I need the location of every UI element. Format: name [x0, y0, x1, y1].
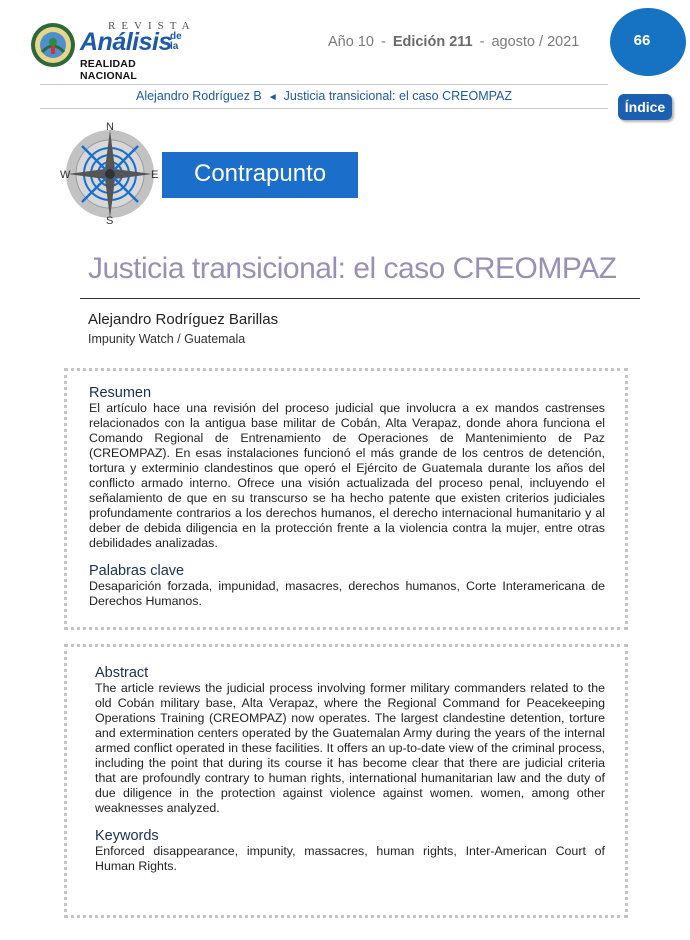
journal-logo: [30, 18, 196, 82]
palabras-clave-heading: Palabras clave: [89, 563, 185, 579]
article-affiliation: Impunity Watch / Guatemala: [88, 332, 246, 346]
page-number-badge: [610, 8, 686, 76]
abstract-heading: Abstract: [95, 665, 149, 681]
resumen-heading: Resumen: [89, 385, 152, 401]
breadcrumb-author: Alejandro Rodríguez B: [135, 89, 262, 103]
section-label: Contrapunto: [194, 160, 327, 187]
keywords-heading: Keywords: [95, 828, 159, 844]
arrow-left-icon: ◄: [267, 92, 278, 103]
logo-revista: REVISTA: [108, 20, 196, 32]
edition-issue: Edición 211: [392, 34, 473, 50]
logo-realidad-nacional: REALIDAD NACIONAL: [80, 58, 138, 82]
article-title: Justicia transicional: el caso CREOMPAZ: [88, 252, 617, 285]
compass-icon: [60, 118, 164, 226]
logo-analisis: Análisis: [80, 28, 172, 56]
edition-info: Año 10 - Edición 211 - agosto / 2021: [328, 34, 580, 50]
index-button[interactable]: Índice: [618, 94, 672, 120]
compass-n: N: [106, 121, 114, 133]
edition-year: Año 10: [328, 34, 374, 50]
page-number: 66: [633, 32, 651, 49]
title-divider: [80, 298, 640, 299]
resumen-text: El artículo hace una revisión del proceso judicial que involucra a ex mandos castrenses relacionados con la antigua base militar de Cobán, Alta Verapaz, donde ahora funciona el Comando Regional de Entrenamiento de Operaciones de Mantenimiento de Paz (CREOMPAZ). En esas instalaciones funcionó el más grande de los centros de detención, tortura y exterminio clandestinos que operó el Ejército de Guatemala durante los años del conflicto armado interno. Ofrece una visión actualizada del proceso penal, incluyendo el señalamiento de que en su transcurso se ha hecho patente que existen criterios judiciales profundamente contrarios a los derechos humanos, el derecho internacional humanitario y al deber de debida diligencia en la protección frente a la violencia contra la mujer, entre otras debilidades analizadas.: [89, 401, 605, 550]
header-rule-top: [40, 84, 608, 85]
breadcrumb-title: Justicia transicional: el caso CREOMPAZ: [283, 89, 512, 103]
resumen-box: [64, 368, 628, 630]
logo-de-la: de la: [170, 31, 182, 52]
abstract-box: [64, 644, 628, 918]
edition-date: agosto / 2021: [491, 34, 580, 50]
palabras-clave-text: Desaparición forzada, impunidad, masacres, derechos humanos, Corte Interamericana de Derechos Humanos.: [89, 579, 605, 608]
compass-s: S: [106, 215, 114, 226]
compass-w: W: [60, 169, 71, 181]
guatemala-seal-icon: [30, 22, 76, 68]
compass-e: E: [151, 169, 159, 181]
article-author: Alejandro Rodríguez Barillas: [88, 311, 279, 328]
keywords-text: Enforced disappearance, impunity, massacres, human rights, Inter-American Court of Human Rights.: [95, 844, 605, 873]
header-rule-bottom: [40, 108, 608, 109]
breadcrumb[interactable]: [40, 89, 608, 103]
section-banner: [162, 152, 358, 198]
abstract-text: The article reviews the judicial process involving former military commanders related to the old Cobán military base, Alta Verapaz, where the Regional Command for Peacekeeping Operations Training (CREOMPAZ) now operates. The largest clandestine detention, torture and extermination centers operated by the Guatemalan Army during the years of the internal armed conflict operated in these facilities. It offers an up-to-date view of the criminal process, including the point that during its course it has become clear that there are judicial criteria that are profoundly contrary to human rights, international humanitarian law and the duty of due diligence in the protection against violence against women. women, among other weaknesses analyzed.: [95, 681, 605, 815]
